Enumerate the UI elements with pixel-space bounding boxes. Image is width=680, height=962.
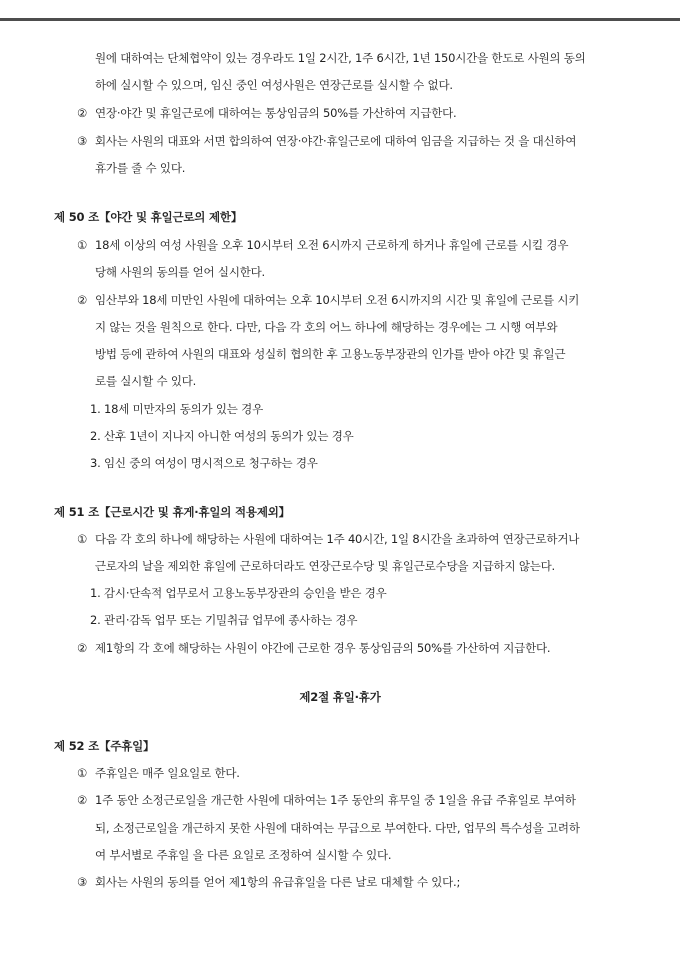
list-item: 2. 산후 1년이 지나지 아니한 여성의 동의가 있는 경우: [90, 429, 354, 443]
paragraph-item: [77, 531, 579, 547]
article-heading: 제 50 조【야간 및 휴일근로의 제한】: [54, 210, 243, 224]
paragraph-text: 1주 동안 소정근로일을 개근한 사원에 대하여는 1주 동안의 휴무일 중 1일을 유급 주휴일로 부여하: [95, 793, 576, 807]
body-text-line: 원에 대하여는 단체협약이 있는 경우라도 1일 2시간, 1주 6시간, 1년 150시간을 한도로 사원의 동의: [95, 51, 586, 65]
body-text-line: 지 않는 것을 원칙으로 한다. 다만, 다음 각 호의 어느 하나에 해당하는 경우에는 그 시행 여부와: [95, 320, 558, 334]
paragraph-item: [77, 765, 240, 781]
paragraph-marker: ②: [77, 106, 88, 120]
list-item: 1. 감시·단속적 업무로서 고용노동부장관의 승인을 받은 경우: [90, 586, 387, 600]
paragraph-marker: ①: [77, 532, 88, 546]
paragraph-text: 회사는 사원의 동의를 얻어 제1항의 유급휴일을 다른 날로 대체할 수 있다.;: [95, 875, 461, 889]
paragraph-text: 임산부와 18세 미만인 사원에 대하여는 오후 10시부터 오전 6시까지의 시간 및 휴일에 근로를 시키: [95, 293, 580, 307]
paragraph-marker: ②: [77, 293, 88, 307]
paragraph-item: [77, 874, 460, 890]
paragraph-text: 주휴일은 매주 일요일로 한다.: [95, 766, 240, 780]
section-heading: 제2절 휴일·휴가: [299, 690, 381, 704]
paragraph-item: [77, 640, 550, 656]
paragraph-marker: ①: [77, 766, 88, 780]
paragraph-item: [77, 105, 457, 121]
body-text-line: 근로자의 날을 제외한 휴일에 근로하더라도 연장근로수당 및 휴일근로수당을 지급하지 않는다.: [95, 559, 556, 573]
paragraph-item: [77, 237, 568, 253]
paragraph-item: [77, 133, 576, 149]
paragraph-text: 회사는 사원의 대표와 서면 합의하여 연장·야간·휴일근로에 대하여 임금을 지급하는 것 을 대신하여: [95, 134, 577, 148]
list-item: 1. 18세 미만자의 동의가 있는 경우: [90, 402, 263, 416]
paragraph-marker: ③: [77, 875, 88, 889]
body-text-line: 여 부서별로 주휴일 을 다른 요일로 조정하여 실시할 수 있다.: [95, 848, 392, 862]
list-item: 3. 임신 중의 여성이 명시적으로 청구하는 경우: [90, 456, 318, 470]
body-text-line: 로를 실시할 수 있다.: [95, 374, 197, 388]
paragraph-marker: ①: [77, 238, 88, 252]
paragraph-text: 제1항의 각 호에 해당하는 사원이 야간에 근로한 경우 통상임금의 50%를 가산하여 지급한다.: [95, 641, 551, 655]
article-heading: 제 51 조【근로시간 및 휴게·휴일의 적용제외】: [54, 505, 290, 519]
paragraph-text: 연장·야간 및 휴일근로에 대하여는 통상임금의 50%를 가산하여 지급한다.: [95, 106, 457, 120]
article-heading: 제 52 조【주휴일】: [54, 739, 155, 753]
paragraph-text: 18세 이상의 여성 사원을 오후 10시부터 오전 6시까지 근로하게 하거나 휴일에 근로를 시킬 경우: [95, 238, 569, 252]
list-item: 2. 관리·감독 업무 또는 기밀취급 업무에 종사하는 경우: [90, 613, 358, 627]
body-text-line: 되, 소정근로일을 개근하지 못한 사원에 대하여는 무급으로 부여한다. 다만, 업무의 특수성을 고려하: [95, 821, 580, 835]
paragraph-item: [77, 792, 576, 808]
body-text-line: 하에 실시할 수 있으며, 임신 중인 여성사원은 연장근로를 실시할 수 없다.: [95, 78, 453, 92]
paragraph-text: 다음 각 호의 하나에 해당하는 사원에 대하여는 1주 40시간, 1일 8시간을 초과하여 연장근로하거나: [95, 532, 580, 546]
body-text-line: 방법 등에 관하여 사원의 대표와 성실히 협의한 후 고용노동부장관의 인가를 받아 야간 및 휴일근: [95, 347, 566, 361]
top-rule: [0, 18, 680, 21]
paragraph-marker: ③: [77, 134, 88, 148]
paragraph-marker: ②: [77, 641, 88, 655]
body-text-line: 당해 사원의 동의를 얻어 실시한다.: [95, 265, 266, 279]
paragraph-item: [77, 292, 579, 308]
body-text-line: 휴가를 줄 수 있다.: [95, 161, 186, 175]
paragraph-marker: ②: [77, 793, 88, 807]
